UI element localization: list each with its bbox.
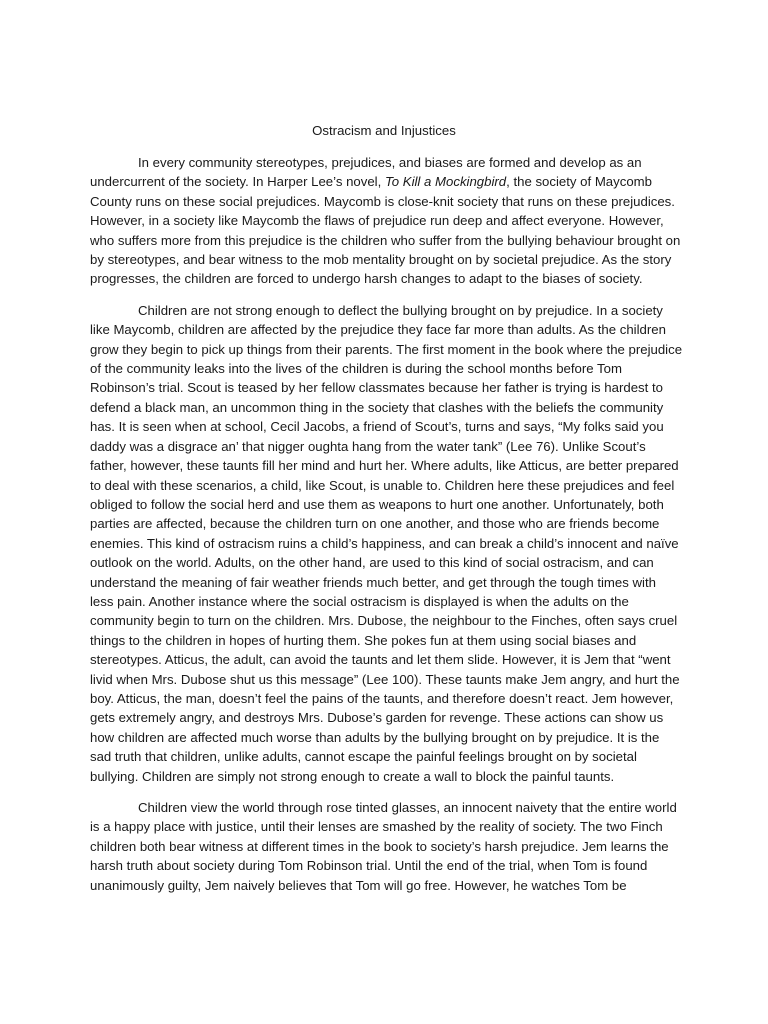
paragraph-intro bbox=[90, 153, 683, 289]
paragraph-intro-before: In every community stereotypes, prejudices, and biases are formed and develop as an undercurrent of the society. In Harper Lee’s novel, bbox=[90, 155, 642, 190]
document-title: Ostracism and Injustices bbox=[312, 123, 456, 138]
novel-title-italic: To Kill a Mockingbird bbox=[384, 174, 507, 190]
paragraph-rose-tinted: Children view the world through rose tinted glasses, an innocent naivety that the entire world is a happy place with justice, until their lenses are smashed by the reality of society. The two Finch children both bear witness at different times in the book to society’s harsh prejudice. Jem learns the harsh truth about society during Tom Robinson trial. Until the end of the trial, when Tom is found unanimously guilty, Jem naively believes that Tom will go free. However, he watches Tom be bbox=[90, 800, 677, 893]
paragraph-bullying: Children are not strong enough to deflect the bullying brought on by prejudice. In a society like Maycomb, children are affected by the prejudice they face far more than adults. As the children grow they begin to pick up things from their parents. The first moment in the book where the prejudice of the community leaks into the lives of the children is during the school months before Tom Robinson’s trial. Scout is teased by her fellow classmates because her father is trying is hardest to defend a black man, an uncommon thing in the society that clashes with the beliefs the community has. It is seen when at school, Cecil Jacobs, a friend of Scout’s, turns and says, “My folks said you daddy was a disgrace an’ that nigger oughta hang from the water tank” (Lee 76). Unlike Scout’s father, however, these taunts fill her mind and hurt her. Where adults, like Atticus, are better prepared to deal with these scenarios, a child, like Scout, is unable to. Children here these prejudices and feel obliged to follow the social herd and use them as weapons to hurt one another. Unfortunately, both parties are affected, because the children turn on one another, and those who are friends become enemies. This kind of ostracism ruins a child’s happiness, and can break a child’s innocent and naïve outlook on the world. Adults, on the other hand, are used to this kind of social ostracism, and can understand the meaning of fair weather friends much better, and get through the tough times with less pain. Another instance where the social ostracism is displayed is when the adults on the community begin to turn on the children. Mrs. Dubose, the neighbour to the Finches, often says cruel things to the children in hopes of hurting them. She pokes fun at them using social biases and stereotypes. Atticus, the adult, can avoid the taunts and let them slide. However, it is Jem that “went livid when Mrs. Dubose shut us this message” (Lee 100). These taunts make Jem angry, and hurt the boy. Atticus, the man, doesn’t feel the pains of the taunts, and therefore doesn’t react. Jem however, gets extremely angry, and destroys Mrs. Dubose’s garden for revenge. These actions can show us how children are affected much worse than adults by the bullying brought on by prejudice. It is the sad truth that children, unlike adults, cannot escape the painful feelings brought on by societal bullying. Children are simply not strong enough to create a wall to block the painful taunts. bbox=[90, 302, 683, 784]
document-body bbox=[90, 153, 683, 907]
paragraph-intro-after: , the society of Maycomb County runs on these social prejudices. Maycomb is close-knit society that runs on these prejudices. However, in a society like Maycomb the flaws of prejudice run deep and affect everyone. However, who suffers more from this prejudice is the children who suffer from the bullying behaviour brought on by stereotypes, and bear witness to the mob mentality brought on by societal prejudice. As the story progresses, the children are forced to undergo harsh changes to adapt to the biases of society. bbox=[90, 174, 681, 287]
